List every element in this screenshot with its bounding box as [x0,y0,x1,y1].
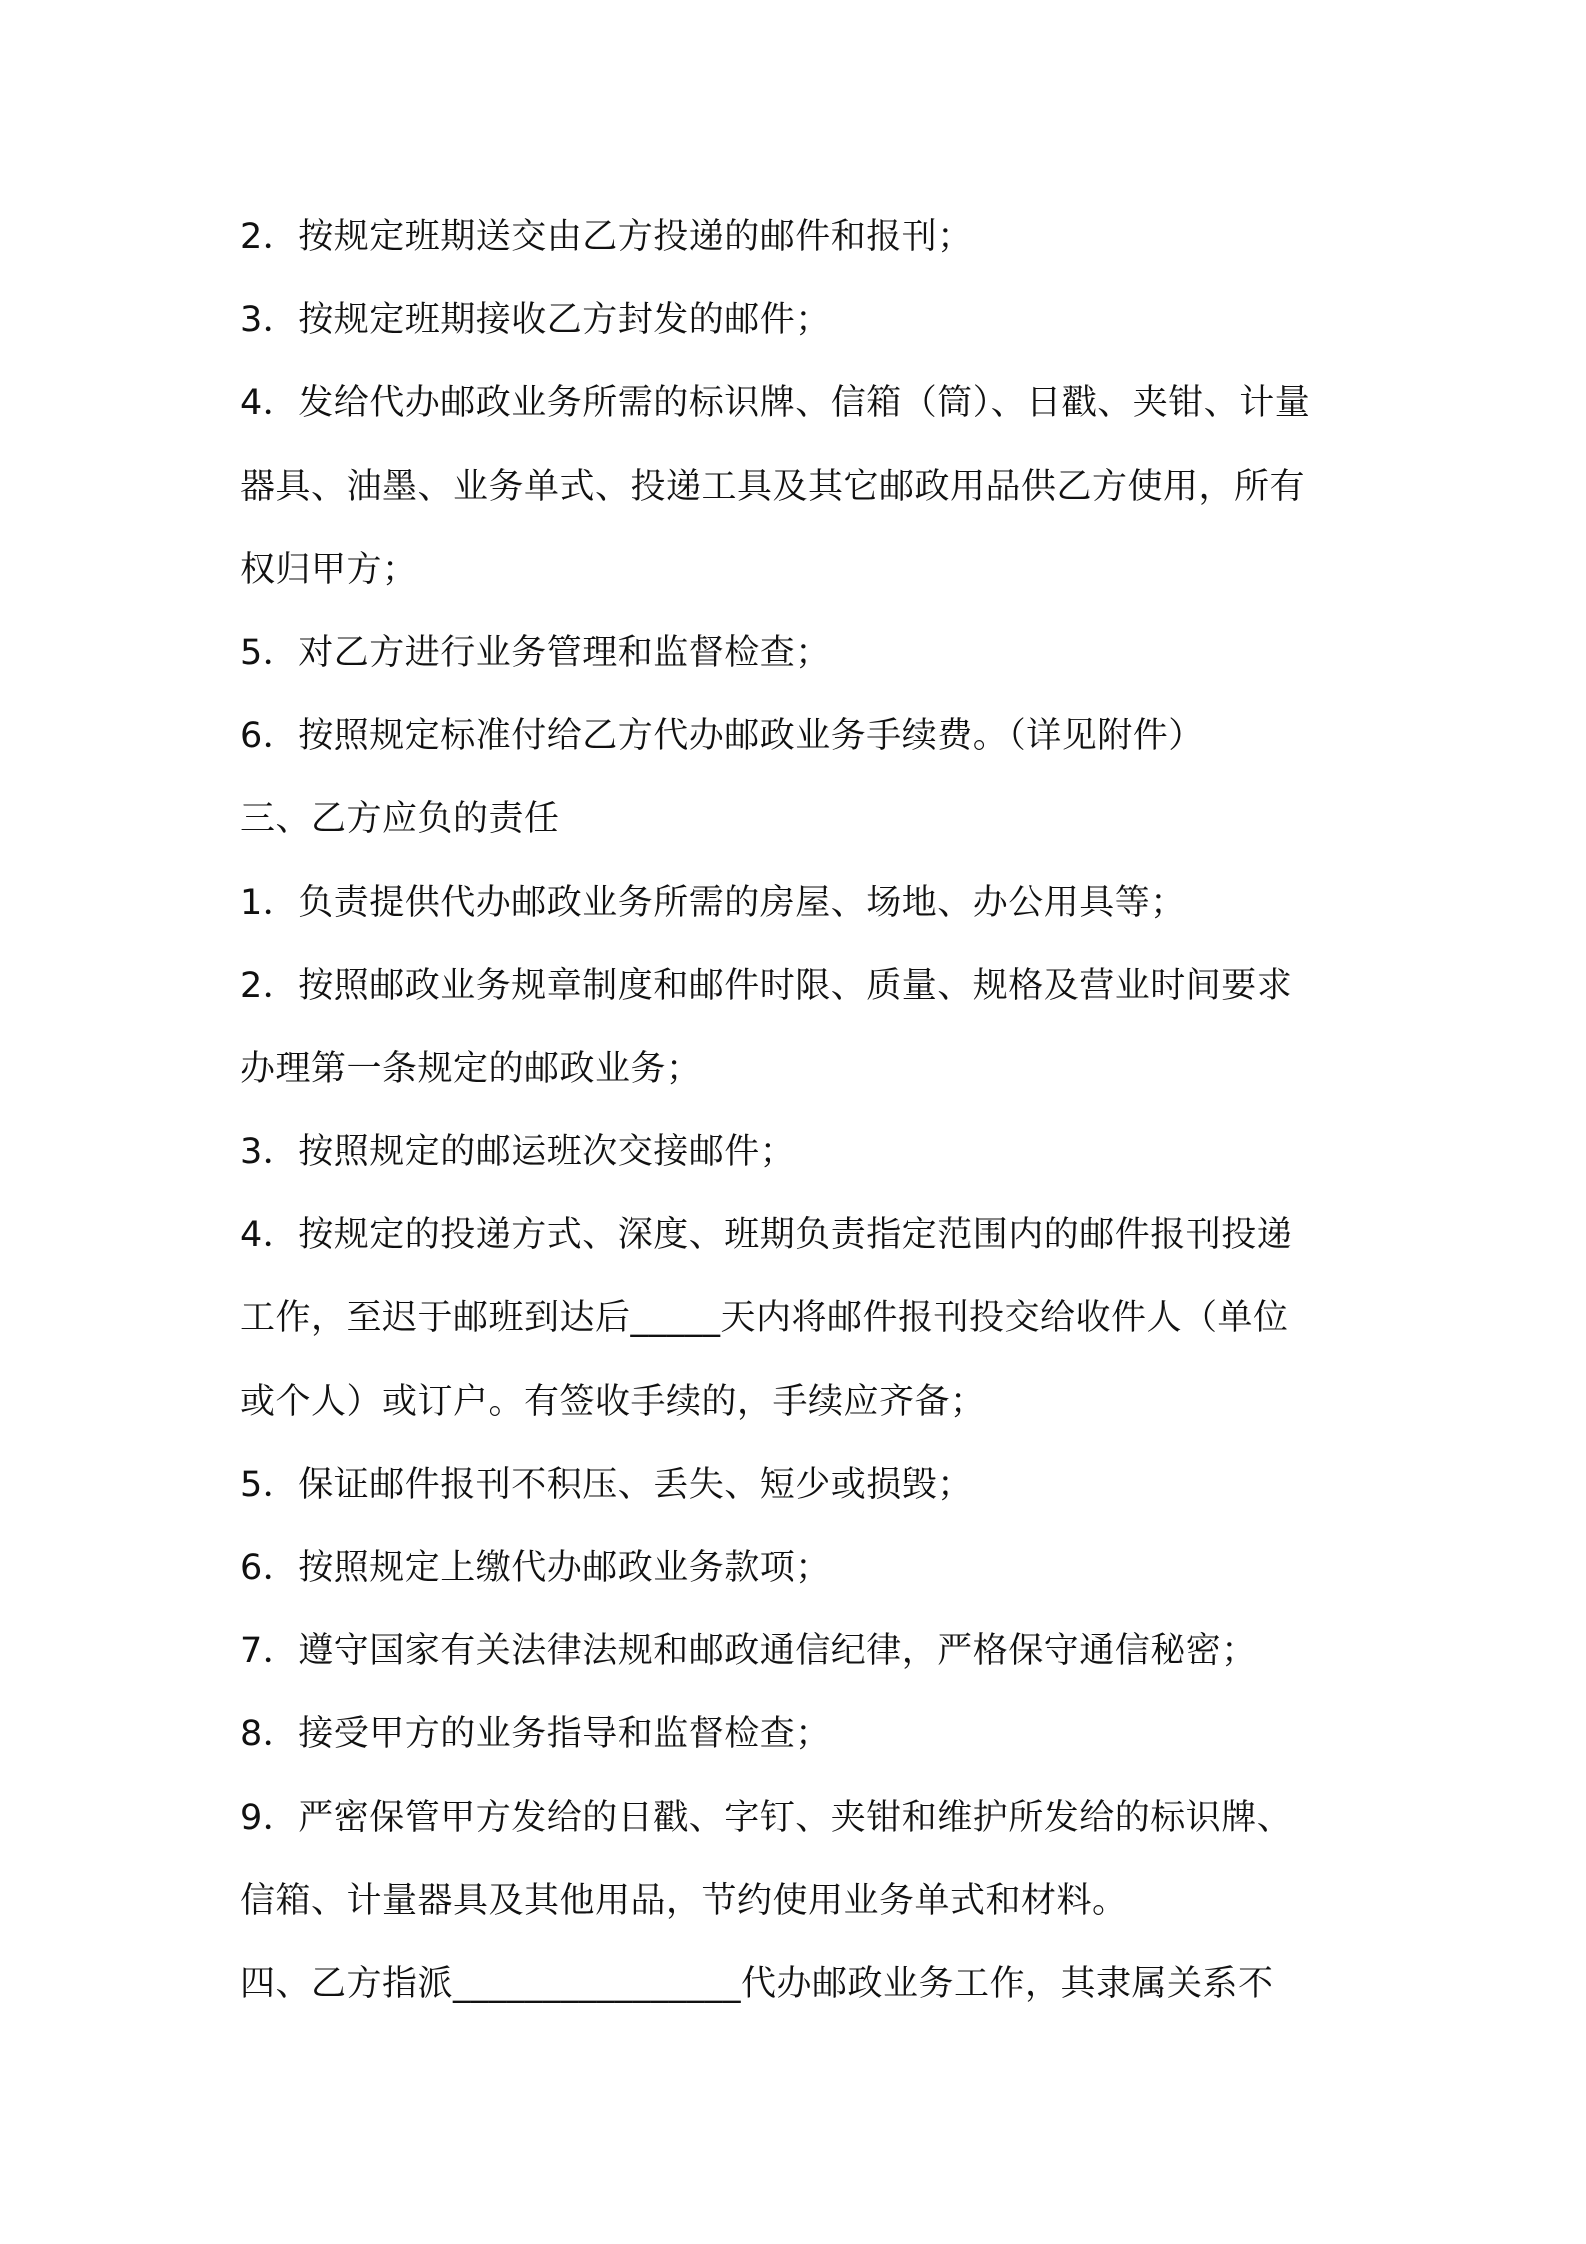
text-line: 器具、油墨、业务单式、投递工具及其它邮政用品供乙方使用，所有 [240,466,1306,507]
text-line: 5．保证邮件报刊不积压、丢失、短少或损毁； [240,1464,973,1505]
text-line: 2．按规定班期送交由乙方投递的邮件和报刊； [240,217,973,257]
text-line: 7．遵守国家有关法律法规和邮政通信纪律，严格保守通信秘密； [240,1631,1257,1672]
text-line: 3．按照规定的邮运班次交接邮件； [240,1132,796,1173]
text-line: 9．严密保管甲方发给的日戳、字钉、夹钳和维护所发给的标识牌、 [240,1797,1293,1838]
text-line: 4．发给代办邮政业务所需的标识牌、信箱（筒）、日戳、夹钳、计量 [240,383,1311,424]
text-line: 2．按照邮政业务规章制度和邮件时限、质量、规格及营业时间要求 [240,965,1293,1006]
text-line: 工作，至迟于邮班到达后_____天内将邮件报刊投交给收件人（单位 [240,1298,1289,1339]
section-heading: 三、乙方应负的责任 [240,799,560,840]
text-line: 信箱、计量器具及其他用品，节约使用业务单式和材料。 [240,1880,1128,1921]
text-line: 权归甲方； [240,549,418,590]
section-heading: 四、乙方指派________________代办邮政业务工作，其隶属关系不 [240,1963,1274,2004]
text-line: 3．按规定班期接收乙方封发的邮件； [240,300,831,341]
text-line: 4．按规定的投递方式、深度、班期负责指定范围内的邮件报刊投递 [240,1215,1293,1256]
text-line: 1．负责提供代办邮政业务所需的房屋、场地、办公用具等； [240,882,1186,923]
text-line: 6．按照规定上缴代办邮政业务款项； [240,1548,831,1588]
text-line: 6．按照规定标准付给乙方代办邮政业务手续费。（详见附件） [240,716,1204,757]
text-line: 8．接受甲方的业务指导和监督检查； [240,1714,831,1755]
contract-text [240,196,1360,2026]
text-line: 办理第一条规定的邮政业务； [240,1048,702,1089]
text-line: 或个人）或订户。有签收手续的，手续应齐备； [240,1381,986,1422]
text-line: 5．对乙方进行业务管理和监督检查； [240,632,831,673]
